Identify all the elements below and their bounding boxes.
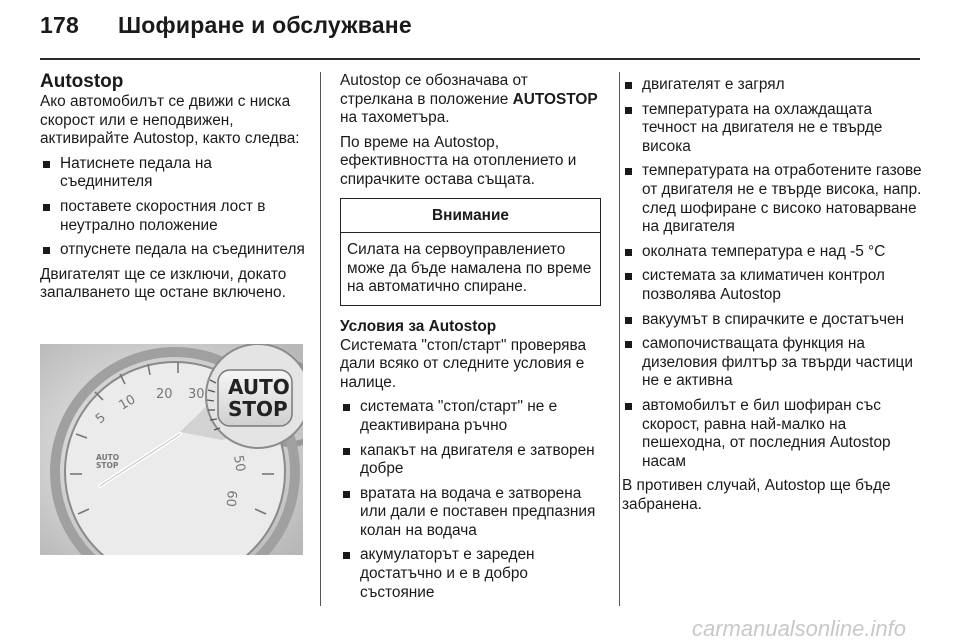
- column-divider-1: [320, 72, 321, 606]
- autostop-steps: [40, 155, 306, 260]
- condition-item: вакуумът в спирачките е достатъчен: [622, 311, 922, 330]
- autostop-indication: Autostop се обозначава от стрелкана в положение AUTOSTOP на тахометъра.: [340, 72, 598, 127]
- autostop-intro: Ако автомобилът се движи с ниска скорост или е неподвижен, активирайте Autostop, както следва:: [40, 93, 300, 148]
- page-header: [40, 12, 412, 39]
- gauge-autostop-label: AUTO: [96, 453, 120, 462]
- condition-item: вратата на водача е затворена или дали е поставен предпазния колан на водача: [340, 485, 602, 541]
- tick-label: 10: [116, 392, 139, 414]
- condition-item: температурата на охлаждащата течност на двигателя не е твърде висока: [622, 101, 922, 157]
- header-rule: [40, 58, 920, 60]
- conditions-heading: Условия за Autostop: [340, 317, 497, 335]
- condition-item: самопочистващата функция на дизеловия филтър за твърди частици не е активна: [622, 335, 922, 391]
- step-item: отпуснете педала на съединителя: [40, 241, 306, 260]
- step-item: поставете скоростния лост в неутрално положение: [40, 198, 306, 235]
- autostop-button-line2: STOP: [228, 397, 288, 421]
- tachometer-illustration: [40, 344, 303, 555]
- condition-item: акумулаторът е зареден достатъчно и е в добро състояние: [340, 546, 602, 602]
- engine-off-text: Двигателят ще се изключи, докато запалването ще остане включено.: [40, 265, 287, 302]
- conditions-intro: Системата "стоп/старт" проверява дали всяко от следните условия е налице.: [340, 336, 587, 391]
- warning-body: Силата на сервоуправлението може да бъде намалена по време на автоматично спиране.: [347, 241, 592, 296]
- tick-label: 60: [222, 489, 239, 508]
- watermark: carmanualsonline.info: [691, 616, 906, 641]
- condition-item: системата за климатичен контрол позволява Autostop: [622, 267, 922, 304]
- condition-item: системата "стоп/старт" не е деактивирана ръчно: [340, 398, 602, 435]
- column-1: [40, 72, 306, 309]
- heating-brakes-text: По време на Autostop, ефективността на отоплението и спирачките остава същата.: [340, 133, 577, 188]
- section-title: Шофиране и обслужване: [118, 12, 412, 38]
- conditions-list-2: [622, 76, 922, 471]
- autostop-heading: Autostop: [40, 71, 124, 92]
- condition-item: температурата на отработените газове от двигателя не е твърде висока, напр. след шофиране с високо натоварване на двигателя: [622, 162, 922, 236]
- tick-label: 20: [156, 387, 173, 402]
- tick-label: 5: [92, 410, 109, 428]
- column-divider-2: [619, 72, 620, 606]
- step-item: Натиснете педала на съединителя: [40, 155, 306, 192]
- svg-text:STOP: STOP: [96, 461, 119, 470]
- warning-title: Внимание: [341, 199, 600, 234]
- conditions-list-1: [340, 398, 602, 602]
- warning-notice: [340, 198, 601, 306]
- tick-label: 50: [230, 454, 248, 473]
- tachometer-drawing: [40, 344, 303, 555]
- condition-item: околната температура е над -5 °C: [622, 243, 922, 262]
- autostop-position-label: AUTOSTOP: [512, 90, 598, 108]
- page-number: 178: [40, 12, 79, 38]
- column-3: [622, 76, 922, 520]
- column-2: [340, 72, 602, 608]
- tick-label: 30: [188, 387, 205, 402]
- condition-item: двигателят е загрял: [622, 76, 922, 95]
- condition-item: капакът на двигателя е затворен добре: [340, 442, 602, 479]
- autostop-button-line1: AUTO: [228, 375, 290, 399]
- closing-text: В противен случай, Autostop ще бъде забранена.: [622, 477, 891, 513]
- condition-item: автомобилът е бил шофиран със скорост, равна най-малко на пешеходна, от последния Autostop насам: [622, 397, 922, 471]
